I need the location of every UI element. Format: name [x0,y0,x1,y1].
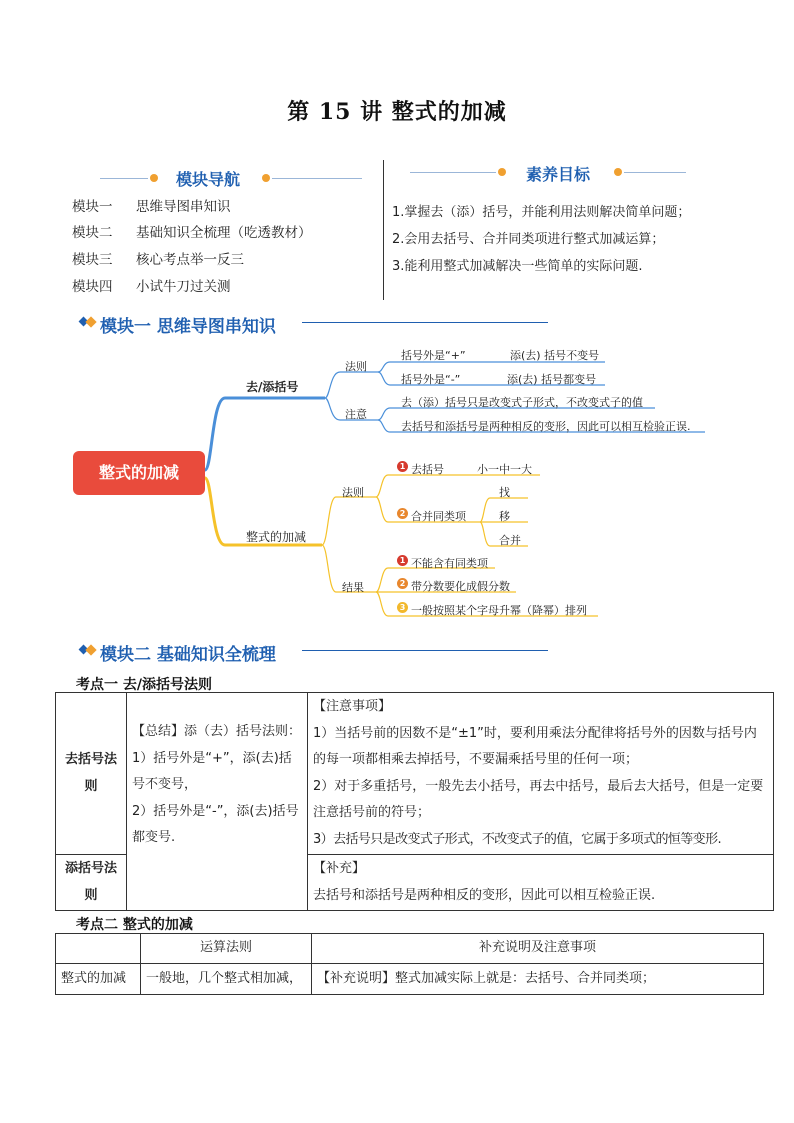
mindmap-note-item2: 去括号和添括号是两种相反的变形，因此可以相互检验正误. [401,420,691,433]
goals-heading: 素养目标 [526,165,591,184]
number-badge-icon: 2 [397,578,408,589]
point2-rule: 一般地，几个整式相加减， [141,963,312,994]
point1-title: 考点一 去/添括号法则 [76,677,212,693]
nav-item-2-label: 模块二 [72,225,113,241]
mindmap-rule-item1-b: 添(去) 括号不变号 [510,349,600,362]
point2-explain: 【补充说明】整式加减实际上就是：去括号、合并同类项； [312,963,764,994]
mindmap-note: 注意 [345,408,367,421]
goal-item-3: 3.能利用整式加减解决一些简单的实际问题. [392,259,643,274]
mindmap-branch1: 去/添括号 [246,380,299,394]
module2-line [302,650,548,651]
mindmap-step2-c: 合并 [499,534,521,547]
point2-col2: 运算法则 [141,934,312,964]
mindmap-step2: 合并同类项 [411,510,466,523]
page-title: 第 15 讲 整式的加减 [287,99,507,125]
mindmap-rule-item2-b: 添(去) 括号都变号 [507,373,597,386]
number-badge-icon: 1 [397,555,408,566]
point1-row1-head: 去括号法则 [56,693,127,855]
goal-item-1: 1.掌握去（添）括号，并能利用法则解决简单问题； [392,205,691,220]
module1-heading: 模块一 思维导图串知识 [100,317,276,337]
nav-item-1-label: 模块一 [72,199,113,215]
mindmap-step2-b: 移 [499,510,510,523]
point1-notes: 【注意事项】 1）当括号前的因数不是“±1”时，要利用乘法分配律将括号外的因数与括号内的每一项都相乘去掉括号，不要漏乘括号里的任何一项； 2）对于多重括号，一般先去小括号，再去中括号，最后去大括号，但是一定要注意括号前的符号； 3）去括号只是改变式子形式，不改变式子的值，它属于多项式的恒等变形. [308,693,774,855]
mindmap-result3: 一般按照某个字母升幂（降幂）排列 [411,604,587,617]
point2-table [55,933,764,995]
mindmap-step1: 去括号 [411,463,444,476]
point1-table [55,692,774,911]
point1-supplement: 【补充】 去括号和添括号是两种相反的变形，因此可以相互检验正误. [308,855,774,911]
mindmap-root: 整式的加减 [73,451,205,495]
nav-item-3-label: 模块三 [72,252,113,268]
nav-item-4-text: 小试牛刀过关测 [136,279,231,295]
mindmap-rule: 法则 [345,360,367,373]
mindmap-rule-item1-a: 括号外是“+” [401,349,466,362]
module2-diamond-icon-2 [85,644,96,655]
mindmap-result: 结果 [342,581,364,594]
point1-summary: 【总结】添（去）括号法则： 1）括号外是“+”，添(去)括号不变号， 2）括号外是“-”，添(去)括号都变号. [127,693,308,911]
point1-row2-head: 添括号法则 [56,855,127,911]
mindmap-rule2: 法则 [342,486,364,499]
nav-item-2-text: 基础知识全梳理（吃透教材） [136,225,312,241]
number-badge-icon: 1 [397,461,408,472]
point2-col3: 补充说明及注意事项 [312,934,764,964]
nav-item-3-text: 核心考点举一反三 [136,252,244,268]
mindmap-step2-a: 找 [499,486,510,499]
goal-item-2: 2.会用去括号、合并同类项进行整式加减运算； [392,232,665,247]
module2-heading: 模块二 基础知识全梳理 [100,645,276,665]
mindmap-result2: 带分数要化成假分数 [411,580,510,593]
point2-corner [56,934,141,964]
nav-heading: 模块导航 [176,170,241,189]
point2-title: 考点二 整式的加减 [76,917,193,933]
mindmap-step1-detail: 小一中一大 [477,463,532,476]
number-badge-icon: 2 [397,508,408,519]
mindmap-note-item1: 去（添）括号只是改变式子形式，不改变式子的值 [401,396,643,409]
nav-item-4-label: 模块四 [72,279,113,295]
number-badge-icon: 3 [397,602,408,613]
mindmap-result1: 不能含有同类项 [411,557,488,570]
point2-row-head: 整式的加减 [56,963,141,994]
nav-item-1-text: 思维导图串知识 [136,199,231,215]
mindmap-rule-item2-a: 括号外是“-” [401,373,461,386]
mindmap-branch2: 整式的加减 [246,530,307,544]
